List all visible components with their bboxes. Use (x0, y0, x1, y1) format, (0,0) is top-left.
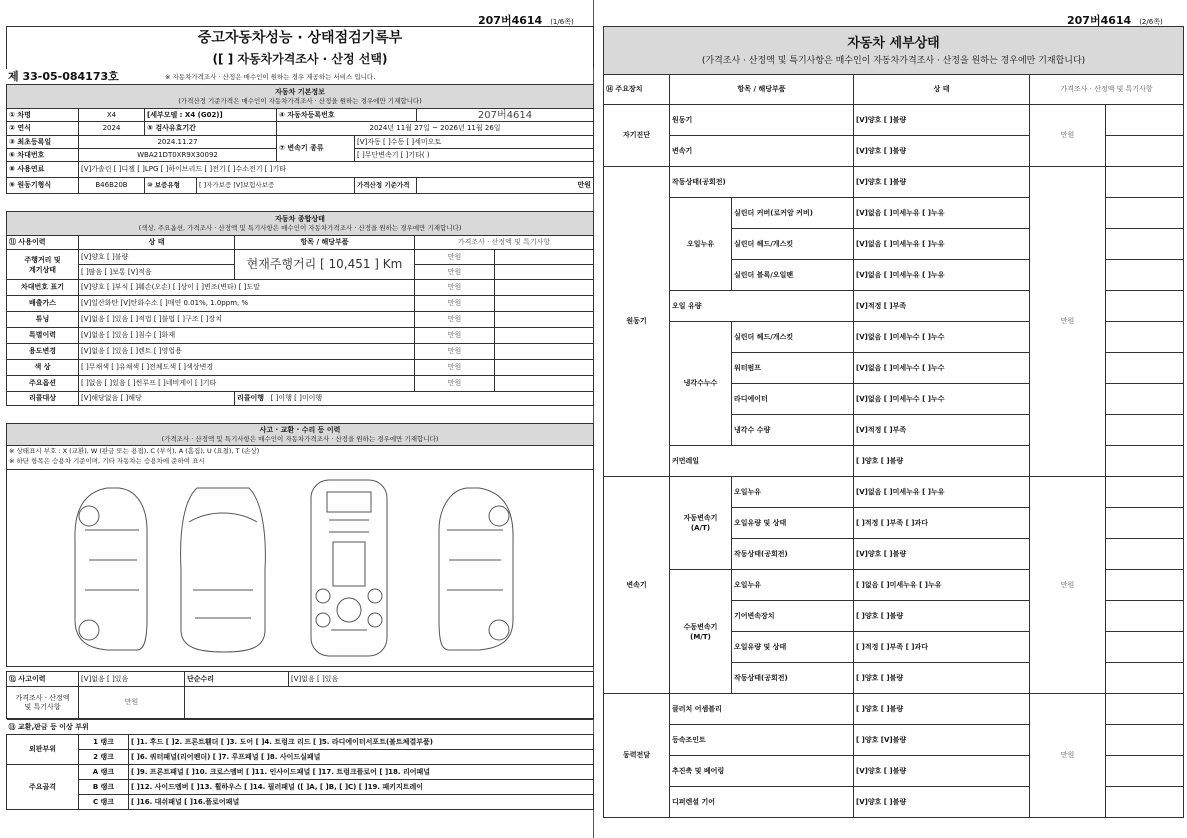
doc-note: ※ 자동차가격조사 · 산정은 매수인이 원하는 경우 제공하는 서비스 입니다. (165, 73, 376, 81)
unit-cell: 만원 (1030, 167, 1106, 477)
recall-item-cell (235, 392, 594, 406)
item-state: [V]없음 [ ]미세누유 [ ]누유 (854, 260, 1030, 291)
item-label: 작동상태(공회전) (670, 167, 854, 198)
page2-table (603, 26, 1184, 818)
label-mileage: 주행거리 및 계기상태 (7, 250, 79, 280)
item-state: [ ]없음 [ ]미세누유 [ ]누유 (854, 570, 1030, 601)
rank-1-items: [ ]1. 후드 [ ]2. 프론트휀더 [ ]3. 도어 [ ]4. 트렁크 리드 [ ]5. 라디에이터서포트(볼트체결부품) (129, 735, 594, 750)
summary-header-price: 가격조사 · 산정액 및 특기사항 (415, 236, 594, 250)
item-state: [ ]양호 [ ]불량 (854, 446, 1030, 477)
item-state: [V]양호 [ ]불량 (854, 787, 1030, 818)
item-label: 원동기 (670, 105, 854, 136)
accident-history-table (6, 671, 594, 719)
page-2 (597, 0, 1187, 838)
summary-row-state: [ ]무채색 [ ]유채색 [ ]전체도색 [ ]색상변경 (79, 360, 415, 376)
item-state: [V]없음 [ ]미세누수 [ ]누수 (854, 384, 1030, 415)
summary-row-state: [V]양호 [ ]부식 [ ]훼손(오손) [ ]상이 [ ]변조(변타) [ ]도말 (79, 280, 415, 296)
car-front-drawing (181, 488, 266, 652)
doc-subtitle: ([ ] 자동차가격조사 · 산정 선택) (7, 49, 594, 69)
unit-cell: 만원 (415, 344, 495, 360)
accident-history-state: [V]없음 [ ]있음 (79, 672, 185, 687)
item-label: 작동상태(공회전) (732, 539, 854, 570)
summary-title: 자동차 종합상태 (색상, 주요옵션, 가격조사 · 산정액 및 특기사항은 매수인이 자동차가격조사 · 산정을 원하는 경우에만 기재합니다) (7, 212, 594, 236)
p2-header-price: 가격조사 · 산정액 및 특기사항 (1030, 75, 1184, 105)
item-state: [ ]양호 [ ]불량 (854, 694, 1030, 725)
label-main-frame: 주요골격 (7, 765, 79, 810)
summary-row-label: 색 상 (7, 360, 79, 376)
value-model: [세부모델 : X4 (G02)] (145, 109, 277, 122)
value-fuel: [V]가솔린 [ ]디젤 [ ]LPG [ ]하이브리드 [ ]전기 [ ]수소전기 [ ]기타 (79, 162, 594, 178)
label-first-reg: ③ 최초등록일 (7, 136, 79, 149)
item-state: [V]없음 [ ]미세누수 [ ]누수 (854, 353, 1030, 384)
page-1 (0, 0, 593, 838)
summary-row-state: [V]없음 [ ]있음 [ ]적법 [ ]불법 [ ]구조 [ ]장치 (79, 312, 415, 328)
unit-cell: 만원 (79, 687, 185, 719)
item-label: 실린더 헤드/개스킷 (732, 322, 854, 353)
value-vin: WBA21DT0XR9X30092 (79, 149, 277, 162)
p2-header-device: ⑭ 주요장치 (604, 75, 670, 105)
item-label: 등속조인트 (670, 725, 854, 756)
summary-row-state: [V]없음 [ ]있음 [ ]침수 [ ]화재 (79, 328, 415, 344)
label-simple-repair: 단순수리 (185, 672, 289, 687)
basic-info-table (6, 84, 594, 194)
item-state: [V]양호 [ ]불량 (854, 539, 1030, 570)
unit-cell: 만원 (415, 296, 495, 312)
label-outer-parts: 외판부위 (7, 735, 79, 765)
item-state: [ ]적정 [ ]부족 [ ]과다 (854, 508, 1030, 539)
summary-row-label: 튜닝 (7, 312, 79, 328)
unit-cell: 만원 (1030, 477, 1106, 694)
item-label: 클러치 어셈블리 (670, 694, 854, 725)
label-fuel: ⑧ 사용연료 (7, 162, 79, 178)
summary-row-label: 차대번호 표기 (7, 280, 79, 296)
unit-cell: 만원 (415, 250, 495, 265)
summary-header-state: 상 태 (79, 236, 235, 250)
value-warranty: [ ]자가보증 [V]보험사보증 (197, 178, 355, 194)
doc-number: 제 33-05-084173호 (8, 70, 119, 83)
page2-title: 자동차 세부상태 (847, 35, 940, 51)
mileage-value: 현재주행거리 [ 10,451 ] Km (235, 250, 415, 280)
item-label: 실린더 블록/오일팬 (732, 260, 854, 291)
summary-row-state: [V]없음 [ ]있음 [ ]렌트 [ ]영업용 (79, 344, 415, 360)
value-year: 2024 (79, 122, 145, 136)
item-label: 워터펌프 (732, 353, 854, 384)
unit-cell: 만원 (415, 312, 495, 328)
rank-c-label: C 랭크 (79, 795, 129, 810)
item-label: 실린더 헤드/개스킷 (732, 229, 854, 260)
item-state: [V]양호 [ ]불량 (854, 105, 1030, 136)
summary-row-state: [V]일산화탄 [V]탄화수소 [ ]매연 0.01%, 1.0ppm, % (79, 296, 415, 312)
page2-note: (가격조사 · 산정액 및 특기사항은 매수인이 자동차가격조사 · 산정을 원하는 경우에만 기재합니다) (701, 55, 1086, 66)
summary-table (6, 211, 594, 406)
recall-state: [V]해당없음 [ ]해당 (79, 392, 235, 406)
value-base-price-unit: 만원 (417, 178, 594, 194)
summary-row-label: 특별이력 (7, 328, 79, 344)
car-diagram (9, 470, 592, 666)
rank-a-items: [ ]9. 프론트패널 [ ]10. 크로스멤버 [ ]11. 인사이드패널 [ ]17. 트렁크플로어 [ ]18. 리어패널 (129, 765, 594, 780)
item-label: 디퍼렌셜 기어 (670, 787, 854, 818)
item-state: [ ]양호 [ ]불량 (854, 601, 1030, 632)
label-reg-no: ④ 자동차등록번호 (277, 109, 417, 122)
item-state: [V]없음 [ ]미세누유 [ ]누유 (854, 198, 1030, 229)
summary-row-label: 용도변경 (7, 344, 79, 360)
item-state: [ ]양호 [ ]불량 (854, 663, 1030, 694)
label-trans: ⑦ 변속기 종류 (277, 136, 355, 162)
summary-header-history: ⑪ 사용이력 (7, 236, 79, 250)
value-reg-no: 207버4614 (417, 109, 594, 122)
unit-cell: 만원 (1030, 105, 1106, 167)
item-label: 커먼레일 (670, 446, 854, 477)
item-label: 변속기 (670, 136, 854, 167)
item-state: [V]양호 [ ]불량 (854, 167, 1030, 198)
label-recall-item: 리콜이행 (237, 394, 265, 402)
value-engine: B46B20B (79, 178, 145, 194)
unit-cell: 만원 (415, 328, 495, 344)
accident-table (6, 423, 594, 667)
page1-header-no: 207버4614 (1/6쪽) (478, 14, 574, 27)
item-state: [ ]양호 [V]불량 (854, 725, 1030, 756)
item-label: 오일유량 및 상태 (732, 508, 854, 539)
item-label: 실린더 커버(로커암 커버) (732, 198, 854, 229)
label-valid: ⑤ 검사유효기간 (145, 122, 277, 136)
car-side-right-drawing (439, 488, 513, 650)
recall-item-state: [ ]이행 [ ]미이행 (270, 394, 323, 402)
label-coolant: 냉각수누수 (670, 322, 732, 446)
rank-c-items: [ ]16. 대쉬패널 [ ]16.플로어패널 (129, 795, 594, 810)
item-label: 라디에이터 (732, 384, 854, 415)
parts-title: ⑬ 교환,판금 등 이상 부위 (7, 720, 594, 735)
car-side-left-drawing (75, 488, 147, 650)
summary-row-label: 주요옵션 (7, 376, 79, 392)
label-engine-section: 원동기 (604, 167, 670, 477)
label-year: ② 연식 (7, 122, 79, 136)
doc-title: 중고자동차성능 · 상태점검기록부 (7, 27, 594, 50)
label-manual-trans: 수동변속기 (M/T) (670, 570, 732, 694)
value-first-reg: 2024.11.27 (79, 136, 277, 149)
rank-b-items: [ ]12. 사이드멤버 [ ]13. 휠하우스 [ ]14. 필러패널 ([ ]A, [ ]B, [ ]C) [ ]19. 패키지트레이 (129, 780, 594, 795)
page2-header-no: 207버4614 (2/6쪽) (1067, 14, 1163, 27)
value-car-name: X4 (79, 109, 145, 122)
item-state: [V]없음 [ ]미세누수 [ ]누수 (854, 322, 1030, 353)
label-accident-history: ⑫ 사고이력 (7, 672, 79, 687)
simple-repair-state: [V]없음 [ ]있음 (289, 672, 594, 687)
item-state: [V]적정 [ ]부족 (854, 291, 1030, 322)
car-diagram-cell (7, 470, 594, 667)
rank-1-label: 1 랭크 (79, 735, 129, 750)
p2-header-item: 항목 / 해당부품 (670, 75, 854, 105)
label-trans-section: 변속기 (604, 477, 670, 694)
page2-title-cell (604, 27, 1184, 75)
label-self-diag: 자기진단 (604, 105, 670, 167)
item-state: [V]없음 [ ]미세누유 [ ]누유 (854, 229, 1030, 260)
parts-table (6, 719, 594, 810)
item-label: 기어변속장치 (732, 601, 854, 632)
label-auto-trans: 자동변속기 (A/T) (670, 477, 732, 570)
accident-title: 사고 · 교환 · 수리 등 이력 (가격조사 · 산정액 및 특기사항은 매수인이 자동차가격조사 · 산정을 원하는 경우에만 기재합니다) (7, 424, 594, 446)
accident-legend: ※ 상태표시 부호 : X (교환), W (판금 또는 용접), C (부식), A (흠집), U (요철), T (손상) ※ 하단 항목은 승용차 기준이며, 기타 자동차는 승용차에 준하여 표시 (7, 446, 594, 470)
rank-2-label: 2 랭크 (79, 750, 129, 765)
label-car-name: ① 차명 (7, 109, 79, 122)
item-state: [ ]적정 [ ]부족 [ ]과다 (854, 632, 1030, 663)
rank-a-label: A 랭크 (79, 765, 129, 780)
summary-header-item: 항목 / 해당부품 (235, 236, 415, 250)
item-label: 오일 유량 (670, 291, 854, 322)
unit-cell: 만원 (415, 376, 495, 392)
label-base-price: 가격산정 기준가격 (355, 178, 417, 194)
item-state: [V]적정 [ ]부족 (854, 415, 1030, 446)
rank-b-label: B 랭크 (79, 780, 129, 795)
label-accident-price: 가격조사 · 산정액 및 특기사항 (7, 687, 79, 719)
value-valid: 2024년 11월 27일 ~ 2026년 11월 26일 (277, 122, 594, 136)
label-oil-leak: 오일누유 (670, 198, 732, 291)
unit-cell: 만원 (415, 280, 495, 296)
item-label: 냉각수 수량 (732, 415, 854, 446)
item-label: 작동상태(공회전) (732, 663, 854, 694)
unit-cell: 만원 (415, 265, 495, 280)
item-label: 오일유량 및 상태 (732, 632, 854, 663)
label-power-section: 동력전달 (604, 694, 670, 818)
item-state: [V]양호 [ ]불량 (854, 136, 1030, 167)
label-engine: ⑨ 원동기형식 (7, 178, 79, 194)
item-state: [V]양호 [ ]불량 (854, 756, 1030, 787)
label-vin: ⑥ 차대번호 (7, 149, 79, 162)
mileage-state-1: [V]양호 [ ]불량 (79, 250, 235, 265)
page1-title-table (6, 26, 594, 69)
value-trans-2: [ ]무단변속기 [ ]기타( ) (355, 149, 594, 162)
summary-row-label: 배출가스 (7, 296, 79, 312)
label-recall: 리콜대상 (7, 392, 79, 406)
unit-cell: 만원 (415, 360, 495, 376)
label-warranty: ⑩ 보증유형 (145, 178, 197, 194)
unit-cell: 만원 (1030, 694, 1106, 818)
car-frame-drawing (311, 480, 387, 656)
basic-info-title: 자동차 기본정보 (가격산정 기준가격은 매수인이 자동차가격조사 · 산정을 원하는 경우에만 기재합니다) (7, 85, 594, 109)
item-label: 오일누유 (732, 570, 854, 601)
item-label: 추진축 및 베어링 (670, 756, 854, 787)
rank-2-items: [ ]6. 쿼터패널(리어펜더) [ ]7. 루프패널 [ ]8. 사이드실패널 (129, 750, 594, 765)
summary-row-state: [ ]없음 [ ]있음 [ ]썬루프 [ ]네비게이 [ ]기타 (79, 376, 415, 392)
p2-header-state: 상 태 (854, 75, 1030, 105)
mileage-state-2: [ ]많음 [ ]보통 [V]적음 (79, 265, 235, 280)
item-label: 오일누유 (732, 477, 854, 508)
item-state: [V]없음 [ ]미세누유 [ ]누유 (854, 477, 1030, 508)
value-trans-1: [V]자동 [ ]수동 [ ]세미오토 (355, 136, 594, 149)
